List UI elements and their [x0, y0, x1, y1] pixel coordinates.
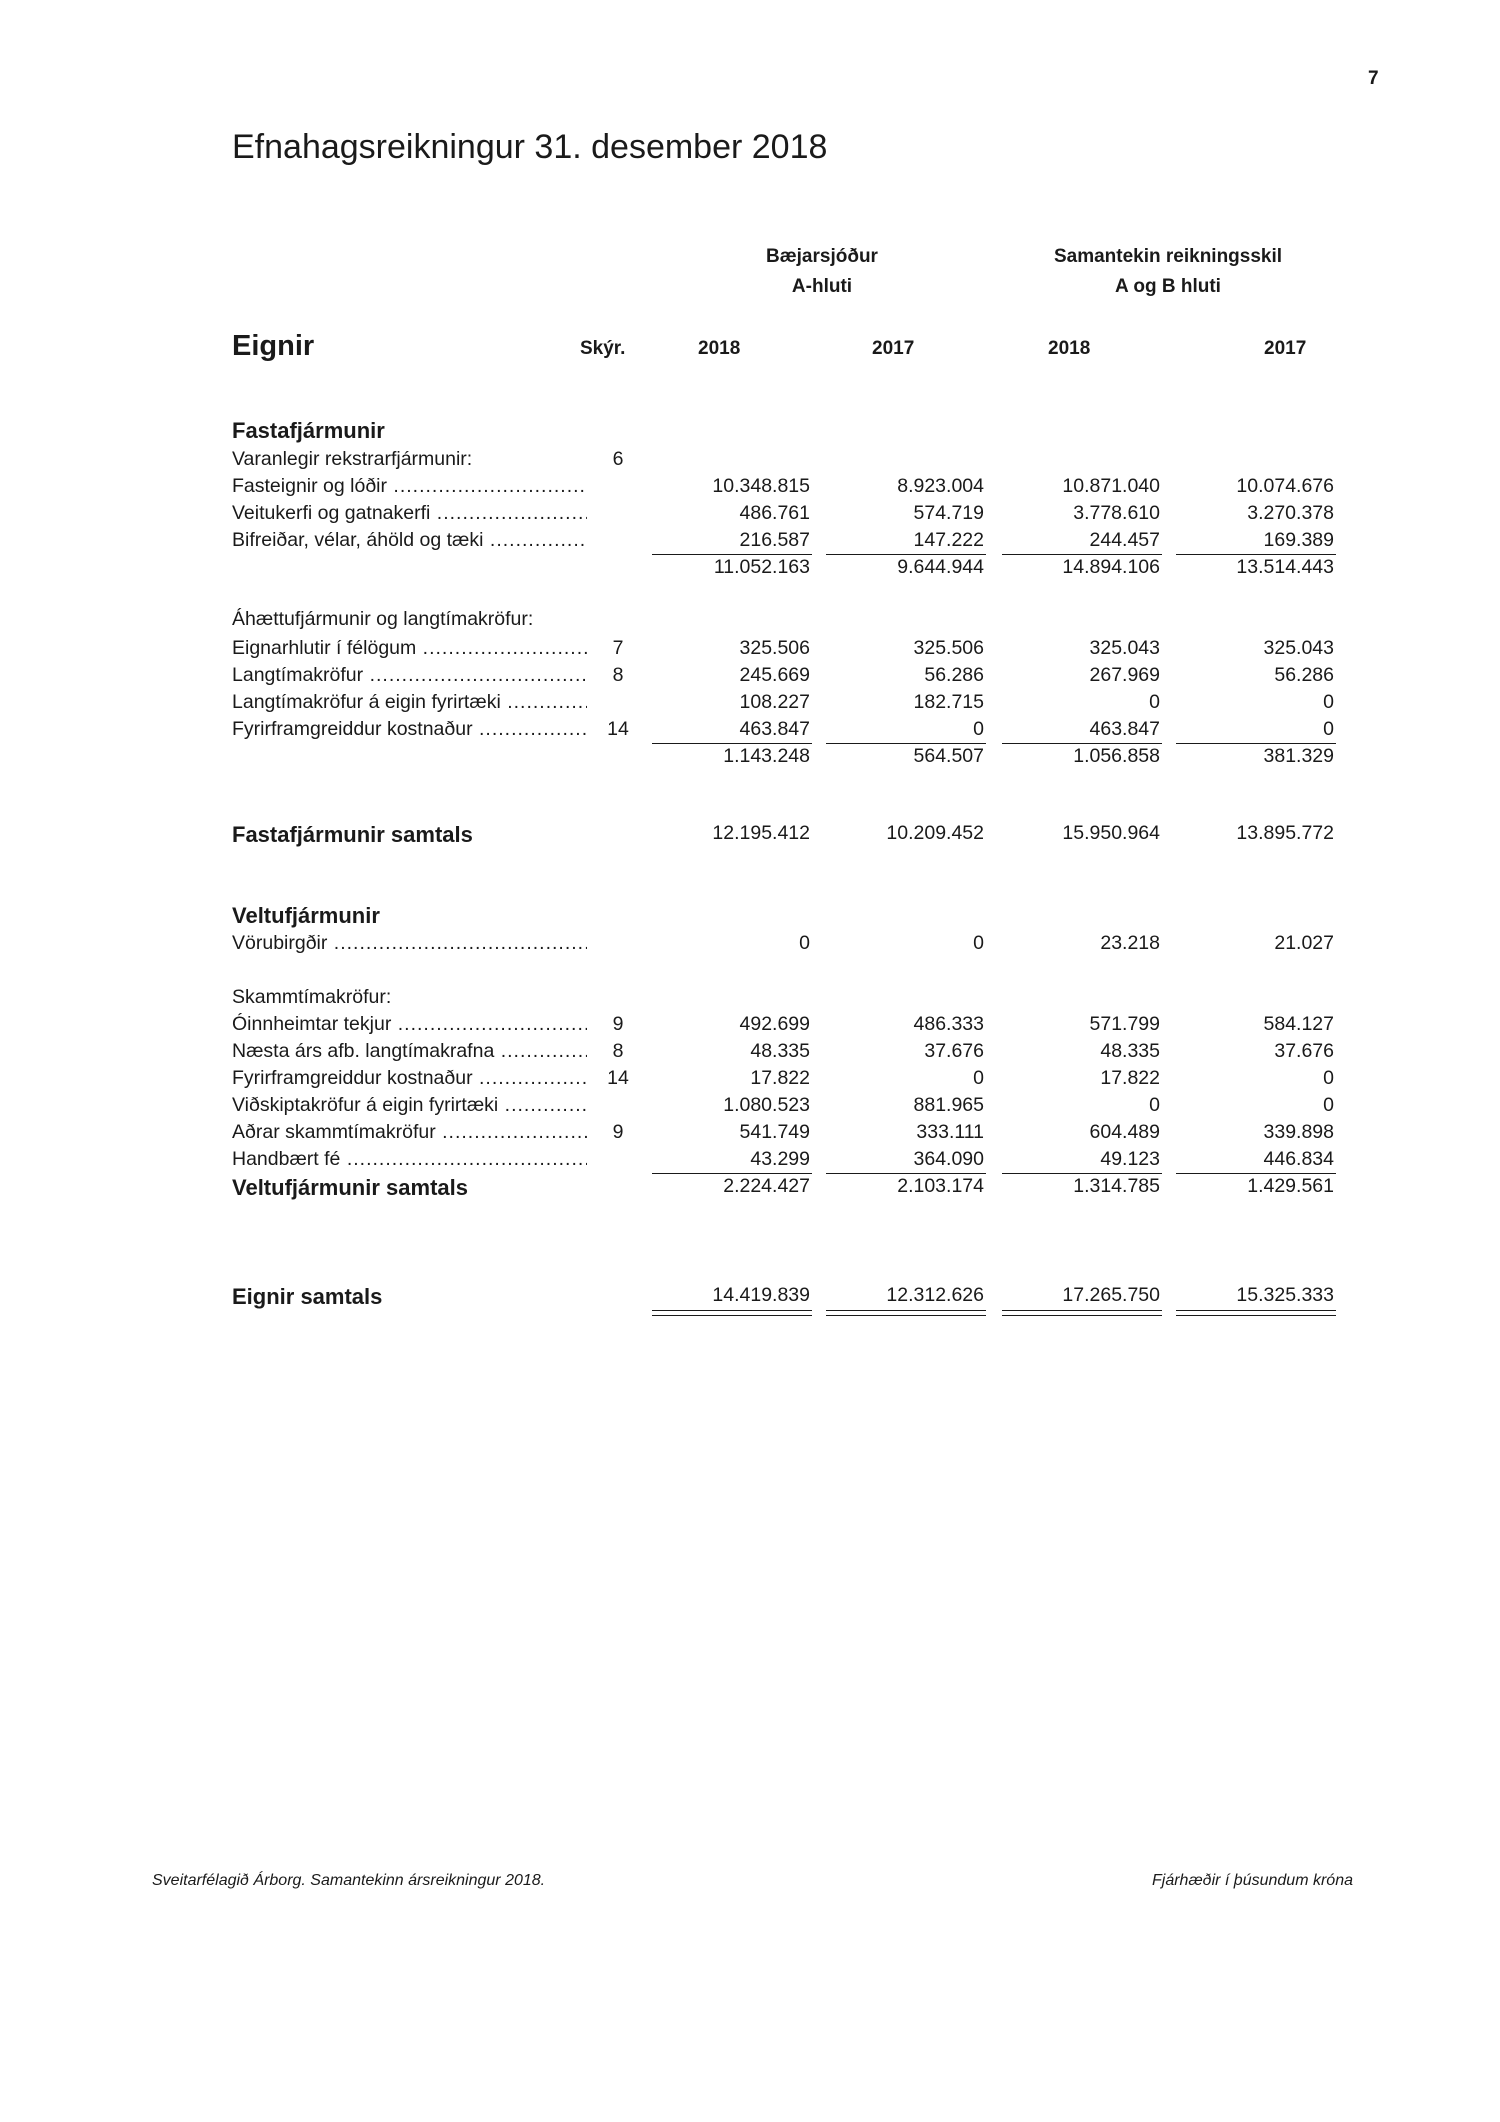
- row-label: Varanlegir rekstrarfjármunir:: [232, 448, 473, 470]
- table-row: [0, 718, 1500, 745]
- total-cell: 10.209.452: [886, 822, 984, 844]
- subtotal-cell: 564.507: [913, 745, 984, 767]
- value-cell: 8.923.004: [897, 475, 984, 497]
- value-cell: 541.749: [739, 1121, 810, 1143]
- value-cell: 48.335: [1100, 1040, 1160, 1062]
- value-cell: 325.043: [1089, 637, 1160, 659]
- subtotal-rule: [1002, 554, 1162, 555]
- value-cell: 10.074.676: [1236, 475, 1334, 497]
- value-cell: 333.111: [916, 1121, 984, 1143]
- value-cell: 0: [973, 718, 984, 740]
- value-cell: 56.286: [1274, 664, 1334, 686]
- value-cell: 37.676: [924, 1040, 984, 1062]
- value-cell: 216.587: [739, 529, 810, 551]
- table-row: [0, 1121, 1500, 1148]
- subtotal-cell: 11.052.163: [713, 556, 810, 578]
- row-note: 8: [612, 664, 624, 686]
- value-cell: 10.871.040: [1062, 475, 1160, 497]
- value-cell: 0: [1323, 1067, 1334, 1089]
- column-group-b-line2: A og B hluti: [1115, 276, 1221, 297]
- value-cell: 0: [973, 932, 984, 954]
- subtotal-cell: 13.514.443: [1236, 556, 1334, 578]
- row-label: Fyrirframgreiddur kostnaður .....: [232, 1067, 587, 1090]
- double-underline: [1176, 1310, 1336, 1311]
- value-cell: 147.222: [913, 529, 984, 551]
- subtotal-rule: [826, 1173, 986, 1174]
- table-row: [0, 932, 1500, 959]
- row-note: 9: [612, 1013, 624, 1035]
- value-cell: 267.969: [1089, 664, 1160, 686]
- value-cell: 43.299: [750, 1148, 810, 1170]
- row-label: Fasteignir og lóðir .....: [232, 475, 587, 498]
- table-row: [0, 1067, 1500, 1094]
- subtotal-rule: [826, 743, 986, 744]
- subtotal-rule: [652, 743, 812, 744]
- total-cell: 1.429.561: [1247, 1175, 1334, 1197]
- double-underline: [652, 1310, 812, 1311]
- value-cell: 881.965: [913, 1094, 984, 1116]
- value-cell: 0: [1323, 718, 1334, 740]
- value-cell: 463.847: [739, 718, 810, 740]
- table-row: [0, 1094, 1500, 1121]
- value-cell: 574.719: [913, 502, 984, 524]
- year-header-b-2017: 2017: [1264, 338, 1307, 359]
- subtotal-cell: 14.894.106: [1062, 556, 1160, 578]
- value-cell: 584.127: [1263, 1013, 1334, 1035]
- total-cell: 15.950.964: [1062, 822, 1160, 844]
- total-cell: 12.195.412: [712, 822, 810, 844]
- row-note: 6: [612, 448, 624, 470]
- double-underline: [652, 1315, 812, 1316]
- table-row: [0, 529, 1500, 556]
- row-label: Vörubirgðir .....: [232, 932, 587, 955]
- row-label: Fyrirframgreiddur kostnaður .....: [232, 718, 587, 741]
- value-cell: 21.027: [1274, 932, 1334, 954]
- total-cell: 2.224.427: [723, 1175, 810, 1197]
- subheading-ahaettu: Áhættufjármunir og langtímakröfur:: [232, 608, 534, 630]
- double-underline: [826, 1315, 986, 1316]
- value-cell: 325.043: [1263, 637, 1334, 659]
- double-underline: [826, 1310, 986, 1311]
- grand-total-label: Eignir samtals: [232, 1284, 383, 1309]
- page-title: Efnahagsreikningur 31. desember 2018: [232, 128, 828, 166]
- value-cell: 49.123: [1100, 1148, 1160, 1170]
- value-cell: 486.761: [739, 502, 810, 524]
- subheading-skammtima: Skammtímakröfur:: [232, 986, 392, 1008]
- row-note: 14: [607, 1067, 629, 1089]
- value-cell: 339.898: [1263, 1121, 1334, 1143]
- total-label: Fastafjármunir samtals: [232, 822, 473, 847]
- double-underline: [1176, 1315, 1336, 1316]
- row-label: Langtímakröfur á eigin fyrirtæki .....: [232, 691, 587, 714]
- value-cell: 56.286: [924, 664, 984, 686]
- value-cell: 1.080.523: [723, 1094, 810, 1116]
- subtotal-rule: [1002, 1173, 1162, 1174]
- section-title-fastafjarmunir: Fastafjármunir: [232, 418, 385, 443]
- value-cell: 325.506: [913, 637, 984, 659]
- value-cell: 108.227: [739, 691, 810, 713]
- value-cell: 17.822: [1100, 1067, 1160, 1089]
- value-cell: 0: [799, 932, 810, 954]
- column-group-b-heading: [1000, 242, 1336, 302]
- page-number: 7: [1368, 68, 1379, 89]
- row-label: Bifreiðar, vélar, áhöld og tæki .....: [232, 529, 587, 552]
- subtotal-rule: [1002, 743, 1162, 744]
- subtotal-row: [0, 556, 1500, 583]
- value-cell: 3.270.378: [1247, 502, 1334, 524]
- value-cell: 48.335: [750, 1040, 810, 1062]
- table-row: [0, 448, 1500, 475]
- section-label-eignir: Eignir: [232, 330, 315, 362]
- value-cell: 325.506: [739, 637, 810, 659]
- value-cell: 446.834: [1263, 1148, 1334, 1170]
- double-underline: [1002, 1310, 1162, 1311]
- section-title-veltufjarmunir: Veltufjármunir: [232, 903, 380, 928]
- subtotal-rule: [1176, 743, 1336, 744]
- value-cell: 169.389: [1263, 529, 1334, 551]
- note-column-header: Skýr.: [580, 338, 626, 359]
- value-cell: 182.715: [913, 691, 984, 713]
- total-label: Veltufjármunir samtals: [232, 1175, 468, 1200]
- footer-right: Fjárhæðir í þúsundum króna: [1152, 1872, 1353, 1889]
- value-cell: 244.457: [1089, 529, 1160, 551]
- double-underline: [1002, 1315, 1162, 1316]
- total-cell: 13.895.772: [1236, 822, 1334, 844]
- value-cell: 0: [1323, 691, 1334, 713]
- year-header-a-2018: 2018: [698, 338, 741, 359]
- row-note: 9: [612, 1121, 624, 1143]
- total-row-veltufjarmunir: [0, 1175, 1500, 1202]
- value-cell: 486.333: [913, 1013, 984, 1035]
- grand-total-cell: 15.325.333: [1236, 1284, 1334, 1306]
- footer-left: Sveitarfélagið Árborg. Samantekinn ársreikningur 2018.: [152, 1872, 546, 1889]
- row-label: Langtímakröfur .....: [232, 664, 587, 687]
- row-label: Næsta árs afb. langtímakrafna .....: [232, 1040, 587, 1063]
- subtotal-rule: [826, 554, 986, 555]
- value-cell: 364.090: [913, 1148, 984, 1170]
- total-cell: 1.314.785: [1073, 1175, 1160, 1197]
- column-group-a-line2: A-hluti: [791, 276, 853, 297]
- value-cell: 3.778.610: [1073, 502, 1160, 524]
- subtotal-row: [0, 745, 1500, 772]
- table-row: [0, 691, 1500, 718]
- grand-total-cell: 12.312.626: [886, 1284, 984, 1306]
- table-row: [0, 502, 1500, 529]
- value-cell: 463.847: [1089, 718, 1160, 740]
- value-cell: 604.489: [1089, 1121, 1160, 1143]
- value-cell: 37.676: [1274, 1040, 1334, 1062]
- value-cell: 245.669: [739, 664, 810, 686]
- column-group-b-line1: Samantekin reikningsskil: [1053, 246, 1283, 267]
- table-row: [0, 1013, 1500, 1040]
- year-header-a-2017: 2017: [872, 338, 915, 359]
- value-cell: 0: [1149, 1094, 1160, 1116]
- row-label: Eignarhlutir í félögum .....: [232, 637, 587, 660]
- subtotal-rule: [1176, 554, 1336, 555]
- total-cell: 2.103.174: [897, 1175, 984, 1197]
- grand-total-cell: 14.419.839: [712, 1284, 810, 1306]
- subtotal-rule: [1176, 1173, 1336, 1174]
- subtotal-rule: [652, 554, 812, 555]
- grand-total-row: [0, 1284, 1500, 1311]
- row-label: Aðrar skammtímakröfur .....: [232, 1121, 587, 1144]
- value-cell: 23.218: [1100, 932, 1160, 954]
- table-row: [0, 1148, 1500, 1175]
- table-row: [0, 475, 1500, 502]
- value-cell: 0: [1323, 1094, 1334, 1116]
- value-cell: 17.822: [750, 1067, 810, 1089]
- value-cell: 0: [1149, 691, 1160, 713]
- row-note: 8: [612, 1040, 624, 1062]
- value-cell: 10.348.815: [712, 475, 810, 497]
- grand-total-cell: 17.265.750: [1062, 1284, 1160, 1306]
- row-label: Óinnheimtar tekjur .....: [232, 1013, 587, 1036]
- row-note: 14: [607, 718, 629, 740]
- subtotal-cell: 381.329: [1263, 745, 1334, 767]
- value-cell: 571.799: [1089, 1013, 1160, 1035]
- table-row: [0, 637, 1500, 664]
- row-label: Viðskiptakröfur á eigin fyrirtæki .....: [232, 1094, 587, 1117]
- row-label: Handbært fé .....: [232, 1148, 587, 1171]
- table-row: [0, 1040, 1500, 1067]
- value-cell: 492.699: [739, 1013, 810, 1035]
- column-group-a-line1: Bæjarsjóður: [766, 246, 878, 267]
- column-group-a-heading: [722, 242, 922, 302]
- subtotal-cell: 9.644.944: [897, 556, 984, 578]
- subtotal-cell: 1.056.858: [1073, 745, 1160, 767]
- row-note: 7: [612, 637, 624, 659]
- subtotal-cell: 1.143.248: [723, 745, 810, 767]
- table-row: [0, 664, 1500, 691]
- value-cell: 0: [973, 1067, 984, 1089]
- total-row-fastafjarmunir: [0, 822, 1500, 849]
- subtotal-rule: [652, 1173, 812, 1174]
- row-label: Veitukerfi og gatnakerfi .....: [232, 502, 587, 525]
- year-header-b-2018: 2018: [1048, 338, 1091, 359]
